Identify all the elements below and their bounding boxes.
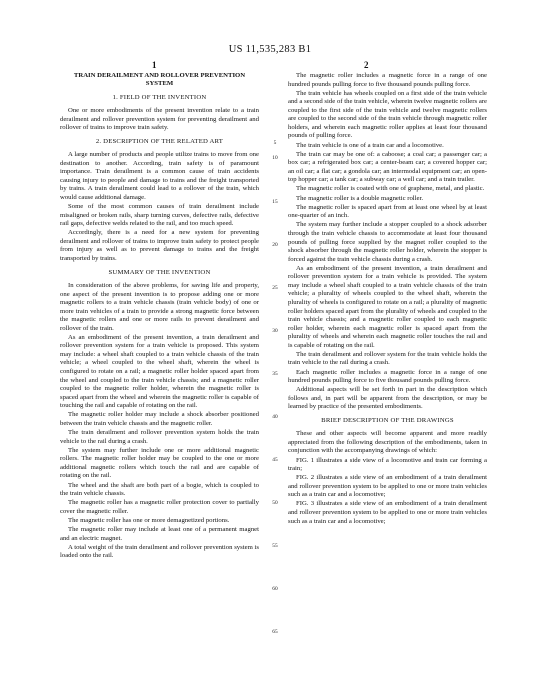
figure-description: FIG. 2 illustrates a side view of an embodiment of a train derailment and rollover prevention system to be applied to one or more train vehicles such as a train car and a locomotive; bbox=[288, 474, 487, 499]
section-heading-field: 1. FIELD OF THE INVENTION bbox=[112, 93, 207, 101]
paragraph: Each magnetic roller includes a magnetic force in a range of one hundred pounds pulling force to five thousand pounds pulling force. bbox=[288, 368, 487, 385]
paragraph: The magnetic roller is coated with one of graphene, metal, and plastic. bbox=[296, 185, 485, 193]
column-number-left: 1 bbox=[152, 60, 157, 70]
column-number-right: 2 bbox=[364, 60, 369, 70]
figure-description: FIG. 3 illustrates a side view of an embodiment of a train derailment and rollover prevention system to be applied to one or more train vehicles such as a train car and a locomotive; bbox=[288, 500, 487, 525]
paragraph: The train derailment and rollover prevention system holds the train vehicle to the rail during a crash. bbox=[60, 429, 259, 445]
line-number: 10 bbox=[272, 155, 278, 161]
paragraph: Accordingly, there is a need for a new system for preventing derailment and rollover of trains to improve train safety to protect people from injury as well as to prevent damage to trains and the freight transported by trains. bbox=[60, 229, 259, 263]
left-column bbox=[60, 72, 259, 692]
paragraph: The train car may be one of: a caboose; a coal car; a passenger car; a box car; a refrigerated box car; a center-beam car; a covered hopper car; an oil car; a flat car; a gondola car; an intermodal equipment car; an open-top hopper car; a tank car; a subway car; a well car; and a train trailer. bbox=[288, 150, 487, 184]
paragraph: The train vehicle is one of a train car and a locomotive. bbox=[296, 141, 444, 149]
right-column bbox=[288, 72, 487, 692]
paragraph: As an embodiment of the present invention, a train derailment and rollover prevention system for a train vehicle is proposed. This system may include: a wheel shaft coupled to a train vehicle chassis of the train vehicle; a wheel coupled to the wheel shaft, wherein the wheel is configured to rotate on a rail; a magnetic roller holder spaced apart from the wheel and coupled to the train vehicle chassis; and a magnetic roller coupled to the magnetic roller holder, wherein the magnetic roller is spaced apart from the wheel and wherein the magnetic roller is capable of touching the rail and capable of rotating on the rail. bbox=[60, 333, 259, 410]
figure-description: FIG. 1 illustrates a side view of a locomotive and train car forming a train; bbox=[288, 456, 487, 473]
line-number: 45 bbox=[272, 457, 278, 463]
paragraph: The magnetic roller may include at least one of a permanent magnet and an electric magnet. bbox=[60, 526, 259, 542]
paragraph: The system may further include one or more additional magnetic rollers. The magnetic roller holder may be coupled to the one or more additional magnetic rollers which touch the rail and are capable of rotating on the rail. bbox=[60, 446, 259, 480]
paragraph: Additional aspects will be set forth in part in the description which follows and, in part will be apparent from the description, or may be learned by practice of the presented embodiments. bbox=[288, 386, 487, 411]
line-number: 50 bbox=[272, 500, 278, 506]
paragraph: The magnetic roller holder may include a shock absorber positioned between the train vehicle chassis and the magnetic roller. bbox=[60, 411, 259, 427]
patent-number: US 11,535,283 B1 bbox=[228, 44, 312, 55]
paragraph: As an embodiment of the present invention, a train derailment and rollover prevention system for a train vehicle is provided. The system may include a wheel shaft coupled to a train vehicle chassis of the train vehicle; a plurality of wheels coupled to the wheel shaft, wherein the plurality of wheels is configured to rotate on a rail; a plurality of magnetic roller holders spaced apart from the plurality of wheels and coupled to the train vehicle chassis; and a magnetic roller coupled to each magnetic roller holder, wherein each magnetic roller is spaced apart from the plurality of wheels and wherein each magnetic roller touches the rail and is capable of rotating on the rail. bbox=[288, 264, 487, 349]
paragraph: These and other aspects will become apparent and more readily appreciated from the following description of the embodiments, taken in conjunction with the accompanying drawings of which: bbox=[288, 430, 487, 455]
section-heading-related-art: 2. DESCRIPTION OF THE RELATED ART bbox=[95, 137, 224, 145]
paragraph: The magnetic roller has one or more demagnetized portions. bbox=[68, 516, 230, 524]
line-number: 65 bbox=[272, 629, 278, 635]
paragraph: The train derailment and rollover system for the train vehicle holds the train vehicle to the rail during a crash. bbox=[288, 350, 487, 367]
paragraph: The magnetic roller is spaced apart from at least one wheel by at least one-quarter of an inch. bbox=[288, 203, 487, 220]
paragraph: The magnetic roller includes a magnetic force in a range of one hundred pounds pulling force to five thousand pounds pulling force. bbox=[288, 72, 487, 88]
line-number: 30 bbox=[272, 328, 278, 334]
paragraph: In consideration of the above problems, for saving life and property, one aspect of the present invention is to propose adding one or more magnetic rollers to a train vehicle chassis (train vehicle body) of one or more train vehicles of a train to provide a strong magnetic force between the magnetic rollers and one or more rails to prevent derailment and rollover of the train. bbox=[60, 281, 259, 332]
line-number: 55 bbox=[272, 543, 278, 549]
paragraph: One or more embodiments of the present invention relate to a train derailment and rollover prevention system for preventing derailment and rollover of trains to improve train safety. bbox=[60, 107, 259, 132]
paragraph: Some of the most common causes of train derailment include misaligned or broken rails, sharp turning curves, defective rails, defective rail gaps, defective welds related to the rail, and too much speed. bbox=[60, 203, 259, 228]
line-number: 40 bbox=[272, 414, 278, 420]
line-number: 35 bbox=[272, 371, 278, 377]
document-title: TRAIN DERAILMENT AND ROLLOVER PREVENTION SYSTEM bbox=[73, 72, 246, 88]
paragraph: A total weight of the train derailment and rollover prevention system is loaded onto the rail. bbox=[60, 543, 259, 560]
line-number: 25 bbox=[272, 285, 278, 291]
paragraph: The system may further include a stopper coupled to a shock adsorber through the train vehicle chassis to accommodate at least four thousand pounds of pulling force supplied by the magnet roller coupled to the shock absorber through the magnetic roller holder, wherein the stopper is forced against the train vehicle chassis during a crash. bbox=[288, 221, 487, 263]
section-heading-summary: SUMMARY OF THE INVENTION bbox=[108, 268, 211, 276]
line-number: 15 bbox=[272, 199, 278, 205]
paragraph: The wheel and the shaft are both part of a bogie, which is coupled to the train vehicle chassis. bbox=[60, 481, 259, 498]
paragraph: The train vehicle has wheels coupled on a first side of the train vehicle and a second side of the train vehicle, wherein twelve magnetic rollers are coupled to the first side of the train vehicle and twelve magnetic rollers are coupled to the second side of the train vehicle through magnetic roller holders, and wherein each magnetic roller applies at least four thousand pounds of pulling force. bbox=[288, 89, 487, 140]
line-number: 20 bbox=[272, 242, 278, 248]
paragraph: The magnetic roller has a magnetic roller protection cover to partially cover the magnetic roller. bbox=[60, 499, 259, 515]
section-heading-drawings: BRIEF DESCRIPTION OF THE DRAWINGS bbox=[321, 416, 454, 424]
paragraph: The magnetic roller is a double magnetic roller. bbox=[296, 194, 424, 202]
paragraph: A large number of products and people utilize trains to move from one destination to another. According, train safety is of paramount importance. Train derailment is a common cause of train accidents causing injury to people and damage to trains and the freight transported by trains. A train derailment could lead to a rollover of the train, which would cause additional damage. bbox=[60, 151, 259, 201]
line-number: 5 bbox=[273, 140, 277, 146]
line-number: 60 bbox=[272, 586, 278, 592]
